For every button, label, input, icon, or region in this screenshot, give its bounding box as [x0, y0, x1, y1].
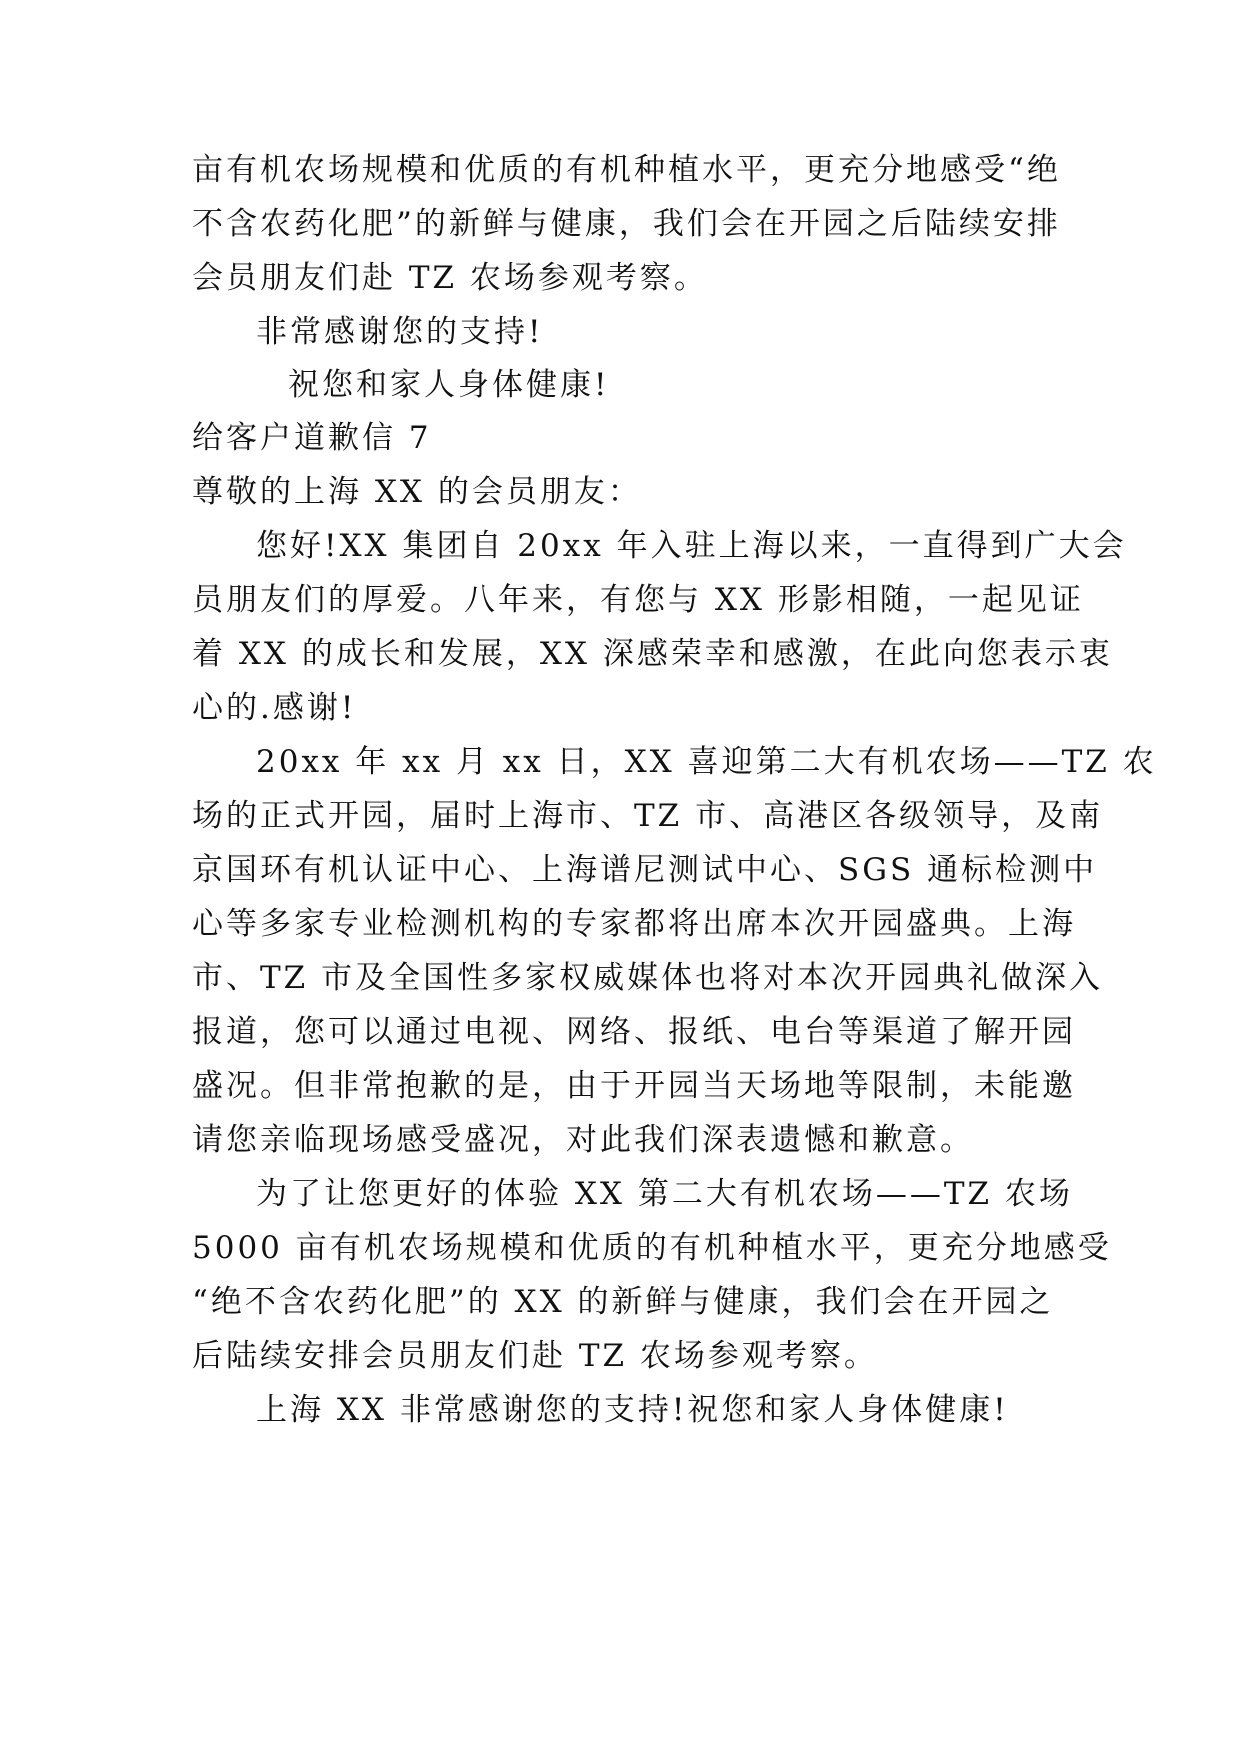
paragraph-line: 会员朋友们赴 TZ 农场参观考察。: [192, 260, 708, 296]
paragraph-line: 心的.感谢!: [192, 690, 357, 726]
paragraph-line: 场的正式开园，届时上海市、TZ 市、高港区各级领导，及南: [192, 798, 1104, 834]
salutation: 尊敬的上海 XX 的会员朋友：: [192, 474, 642, 510]
paragraph-line: 后陆续安排会员朋友们赴 TZ 农场参观考察。: [192, 1338, 878, 1374]
paragraph-line: 不含农药化肥”的新鲜与健康，我们会在开园之后陆续安排: [192, 206, 1061, 242]
paragraph-line: 20xx 年 xx 月 xx 日，XX 喜迎第二大有机农场——TZ 农: [256, 744, 1157, 780]
paragraph-line: 请您亲临现场感受盛况，对此我们深表遗憾和歉意。: [192, 1122, 974, 1158]
closing-wishes: 祝您和家人身体健康!: [288, 367, 610, 403]
paragraph-line: 您好!XX 集团自 20xx 年入驻上海以来，一直得到广大会: [256, 528, 1127, 564]
closing-line: 上海 XX 非常感谢您的支持!祝您和家人身体健康!: [256, 1392, 1009, 1428]
paragraph-line: 员朋友们的厚爱。八年来，有您与 XX 形影相随，一起见证: [192, 582, 1084, 618]
paragraph-line: 市、TZ 市及全国性多家权威媒体也将对本次开园典礼做深入: [192, 960, 1104, 996]
paragraph-line: 心等多家专业检测机构的专家都将出席本次开园盛典。上海: [192, 906, 1076, 942]
closing-thanks: 非常感谢您的支持!: [256, 314, 544, 350]
paragraph-line: 5000 亩有机农场规模和优质的有机种植水平，更充分地感受: [192, 1230, 1112, 1266]
paragraph-line: “绝不含农药化肥”的 XX 的新鲜与健康，我们会在开园之: [192, 1284, 1054, 1320]
paragraph-line: 着 XX 的成长和发展，XX 深感荣幸和感激，在此向您表示衷: [192, 636, 1113, 672]
paragraph-line: 为了让您更好的体验 XX 第二大有机农场——TZ 农场: [256, 1176, 1073, 1212]
paragraph-line: 亩有机农场规模和优质的有机种植水平，更充分地感受“绝: [192, 152, 1061, 188]
paragraph-line: 京国环有机认证中心、上海谱尼测试中心、SGS 通标检测中: [192, 852, 1098, 888]
paragraph-line: 报道，您可以通过电视、网络、报纸、电台等渠道了解开园: [192, 1014, 1076, 1050]
section-title: 给客户道歉信 7: [192, 420, 432, 456]
paragraph-line: 盛况。但非常抱歉的是，由于开园当天场地等限制，未能邀: [192, 1068, 1076, 1104]
